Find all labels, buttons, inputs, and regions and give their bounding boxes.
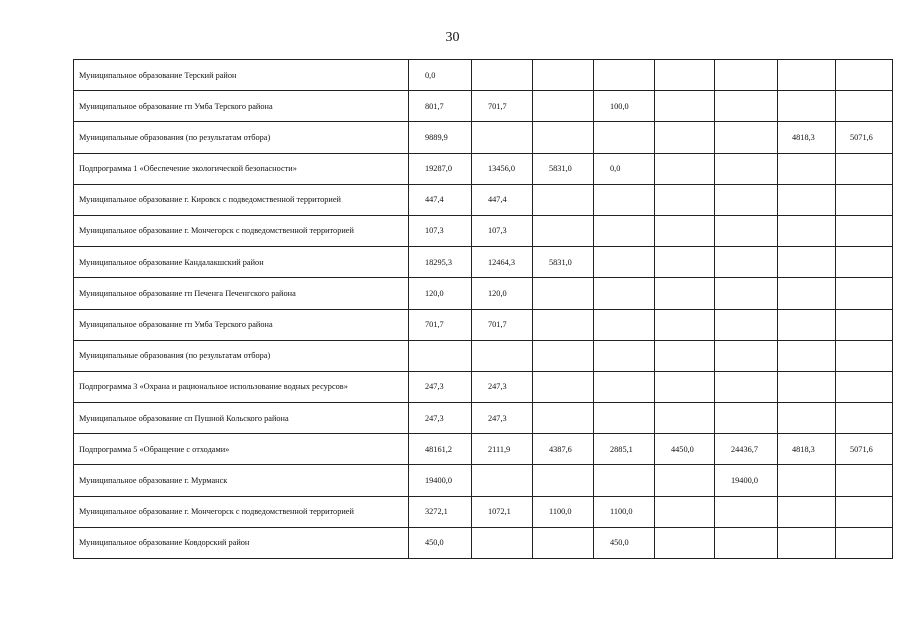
table-row [74,527,893,558]
value-cell: 4818,3 [778,434,836,465]
value-cell: 9889,9 [409,122,472,153]
value-cell: 0,0 [409,60,472,91]
value-cell: 120,0 [472,278,533,309]
value-cell: 1100,0 [533,496,594,527]
value-cell [778,340,836,371]
value-cell: 107,3 [409,215,472,246]
value-cell [715,153,778,184]
row-name-cell: Подпрограмма 1 «Обеспечение экологической безопасности» [74,153,409,184]
row-name-cell: Муниципальное образование Ковдорский район [74,527,409,558]
value-cell: 0,0 [594,153,655,184]
value-cell: 447,4 [409,184,472,215]
value-cell [594,215,655,246]
value-cell [715,309,778,340]
value-cell [655,309,715,340]
value-cell: 247,3 [409,403,472,434]
row-name-cell: Подпрограмма 5 «Обращение с отходами» [74,434,409,465]
value-cell [836,247,893,278]
value-cell [715,184,778,215]
value-cell [836,403,893,434]
value-cell [655,278,715,309]
value-cell: 247,3 [409,371,472,402]
table-row [74,465,893,496]
value-cell [655,91,715,122]
table-row [74,371,893,402]
value-cell: 5831,0 [533,153,594,184]
value-cell [594,309,655,340]
table-body [74,60,893,559]
table-row [74,434,893,465]
value-cell [715,122,778,153]
value-cell [655,527,715,558]
value-cell [655,247,715,278]
value-cell [594,184,655,215]
table-row [74,60,893,91]
value-cell [836,465,893,496]
value-cell [715,527,778,558]
value-cell [533,122,594,153]
value-cell: 24436,7 [715,434,778,465]
value-cell [655,465,715,496]
value-cell [715,247,778,278]
value-cell [778,91,836,122]
row-name-cell: Муниципальное образование г. Мончегорск с подведомственной территорией [74,215,409,246]
value-cell [472,527,533,558]
value-cell: 701,7 [472,309,533,340]
row-name-cell: Муниципальное образование Кандалакшский район [74,247,409,278]
table-row [74,153,893,184]
row-name-cell: Муниципальное образование г. Мончегорск с подведомственной территорией [74,496,409,527]
row-name-cell: Муниципальное образование г. Мурманск [74,465,409,496]
value-cell [594,403,655,434]
value-cell: 247,3 [472,403,533,434]
value-cell: 107,3 [472,215,533,246]
value-cell [533,91,594,122]
row-name-cell: Муниципальные образования (по результатам отбора) [74,340,409,371]
value-cell [778,153,836,184]
value-cell: 19287,0 [409,153,472,184]
table-row [74,91,893,122]
row-name-cell: Муниципальное образование гп Печенга Печенгского района [74,278,409,309]
table-row [74,309,893,340]
value-cell: 12464,3 [472,247,533,278]
value-cell: 450,0 [409,527,472,558]
value-cell [533,340,594,371]
value-cell: 120,0 [409,278,472,309]
value-cell [655,496,715,527]
value-cell [715,215,778,246]
value-cell [594,122,655,153]
value-cell [655,60,715,91]
value-cell [778,184,836,215]
value-cell: 19400,0 [409,465,472,496]
value-cell: 18295,3 [409,247,472,278]
value-cell: 4387,6 [533,434,594,465]
value-cell [715,340,778,371]
value-cell [655,215,715,246]
value-cell [594,465,655,496]
value-cell [778,371,836,402]
value-cell: 450,0 [594,527,655,558]
value-cell [533,215,594,246]
value-cell [594,371,655,402]
value-cell [533,527,594,558]
value-cell: 247,3 [472,371,533,402]
row-name-cell: Муниципальное образование сп Пушной Кольского района [74,403,409,434]
table-row [74,122,893,153]
value-cell [836,371,893,402]
value-cell [655,371,715,402]
value-cell [836,340,893,371]
value-cell [836,309,893,340]
value-cell: 2885,1 [594,434,655,465]
value-cell [533,465,594,496]
value-cell [715,278,778,309]
row-name-cell: Муниципальное образование гп Умба Терского района [74,91,409,122]
value-cell [715,371,778,402]
row-name-cell: Муниципальное образование г. Кировск с подведомственной территорией [74,184,409,215]
value-cell [715,60,778,91]
value-cell [778,60,836,91]
value-cell [655,122,715,153]
value-cell [533,403,594,434]
value-cell: 2111,9 [472,434,533,465]
value-cell [836,60,893,91]
value-cell: 5831,0 [533,247,594,278]
value-cell [533,371,594,402]
table-row [74,184,893,215]
value-cell [655,403,715,434]
table-row [74,496,893,527]
value-cell [836,215,893,246]
value-cell [472,340,533,371]
value-cell [715,91,778,122]
table-row [74,278,893,309]
value-cell [778,309,836,340]
value-cell [778,496,836,527]
value-cell: 1100,0 [594,496,655,527]
value-cell [594,60,655,91]
table-row [74,403,893,434]
value-cell [472,60,533,91]
value-cell [836,496,893,527]
value-cell: 48161,2 [409,434,472,465]
value-cell: 4450,0 [655,434,715,465]
value-cell [778,278,836,309]
value-cell [778,527,836,558]
value-cell [836,91,893,122]
value-cell [533,60,594,91]
value-cell: 19400,0 [715,465,778,496]
value-cell [778,247,836,278]
value-cell: 701,7 [409,309,472,340]
value-cell [778,465,836,496]
value-cell [836,527,893,558]
value-cell: 4818,3 [778,122,836,153]
value-cell: 5071,6 [836,122,893,153]
value-cell [836,278,893,309]
value-cell [715,403,778,434]
value-cell [472,122,533,153]
row-name-cell: Подпрограмма 3 «Охрана и рациональное использование водных ресурсов» [74,371,409,402]
budget-table [73,59,893,559]
value-cell [594,340,655,371]
value-cell [472,465,533,496]
value-cell [778,403,836,434]
value-cell [655,184,715,215]
value-cell [533,309,594,340]
page-number: 30 [445,30,460,45]
value-cell: 100,0 [594,91,655,122]
value-cell [409,340,472,371]
value-cell: 5071,6 [836,434,893,465]
value-cell: 13456,0 [472,153,533,184]
row-name-cell: Муниципальное образование Терский район [74,60,409,91]
row-name-cell: Муниципальное образование гп Умба Терского района [74,309,409,340]
value-cell: 701,7 [472,91,533,122]
value-cell [836,153,893,184]
value-cell: 801,7 [409,91,472,122]
value-cell: 447,4 [472,184,533,215]
table-row [74,247,893,278]
value-cell [715,496,778,527]
value-cell [836,184,893,215]
value-cell [655,340,715,371]
row-name-cell: Муниципальные образования (по результатам отбора) [74,122,409,153]
value-cell [533,184,594,215]
value-cell [778,215,836,246]
value-cell [655,153,715,184]
value-cell: 3272,1 [409,496,472,527]
table-row [74,215,893,246]
table-row [74,340,893,371]
value-cell [594,247,655,278]
value-cell: 1072,1 [472,496,533,527]
value-cell [594,278,655,309]
value-cell [533,278,594,309]
